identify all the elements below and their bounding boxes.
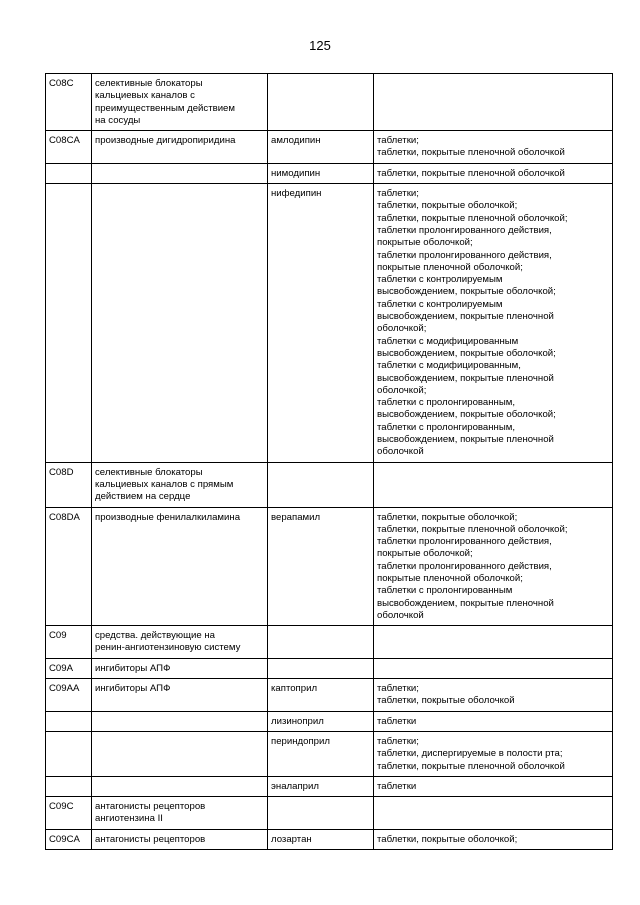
- drug-name-cell: [268, 829, 374, 849]
- table-row: [46, 184, 613, 463]
- atc-code: C09AA: [49, 683, 80, 695]
- dosage-form-cell: [374, 711, 613, 731]
- group-name-line: производные дигидропиридина: [95, 135, 236, 147]
- group-name-line: антагонисты рецепторов: [95, 801, 206, 813]
- dosage-form-cell: [374, 829, 613, 849]
- drug-name-cell: [268, 776, 374, 796]
- drug-name-cell: [268, 163, 374, 183]
- drug-table: [45, 73, 613, 850]
- anatomical-group-cell: [92, 829, 268, 849]
- anatomical-group-cell: [92, 776, 268, 796]
- dosage-form-cell: [374, 776, 613, 796]
- dosage-form-line: покрытые оболочкой;: [377, 548, 473, 560]
- drug-name-cell: [268, 507, 374, 626]
- atc-code-cell: [46, 626, 92, 659]
- table-row: [46, 74, 613, 131]
- atc-code-cell: [46, 507, 92, 626]
- drug-name-cell: [268, 462, 374, 507]
- atc-code-cell: [46, 829, 92, 849]
- dosage-form-line: таблетки с пролонгированным,: [377, 397, 515, 409]
- table-row: [46, 797, 613, 830]
- group-name-line: ангиотензина II: [95, 813, 163, 825]
- group-name-line: ингибиторы АПФ: [95, 662, 171, 674]
- dosage-form-line: таблетки, покрытые оболочкой;: [377, 511, 518, 523]
- dosage-form-line: таблетки с контролируемым: [377, 298, 503, 310]
- drug-name: лизиноприл: [271, 715, 324, 727]
- drug-name-cell: [268, 658, 374, 678]
- table-row: [46, 462, 613, 507]
- drug-name-cell: [268, 711, 374, 731]
- atc-code: C08D: [49, 466, 74, 478]
- dosage-form-line: покрытые пленочной оболочкой;: [377, 261, 523, 273]
- drug-table-body: [46, 74, 613, 850]
- group-name-line: селективные блокаторы: [95, 466, 203, 478]
- drug-name: эналаприл: [271, 780, 319, 792]
- atc-code-cell: [46, 462, 92, 507]
- dosage-form-cell: [374, 184, 613, 463]
- table-row: [46, 731, 613, 776]
- dosage-form-line: таблетки, покрытые оболочкой;: [377, 833, 518, 845]
- drug-name-cell: [268, 626, 374, 659]
- page-number: 125: [309, 38, 331, 53]
- anatomical-group-cell: [92, 679, 268, 712]
- atc-code: C09C: [49, 801, 74, 813]
- anatomical-group-cell: [92, 131, 268, 164]
- dosage-form-cell: [374, 679, 613, 712]
- dosage-form-line: покрытые пленочной оболочкой;: [377, 572, 523, 584]
- dosage-form-line: таблетки, покрытые пленочной оболочкой: [377, 760, 565, 772]
- atc-code-cell: [46, 74, 92, 131]
- group-name-line: преимущественным действием: [95, 102, 235, 114]
- dosage-form-line: таблетки пролонгированного действия,: [377, 536, 552, 548]
- anatomical-group-cell: [92, 507, 268, 626]
- group-name-line: антагонисты рецепторов: [95, 833, 206, 845]
- dosage-form-line: таблетки с контролируемым: [377, 274, 503, 286]
- atc-code-cell: [46, 776, 92, 796]
- drug-name: нимодипин: [271, 167, 321, 179]
- dosage-form-line: таблетки с модифицированным,: [377, 360, 521, 372]
- dosage-form-line: высвобождением, покрытые оболочкой;: [377, 286, 556, 298]
- table-row: [46, 776, 613, 796]
- drug-name: нифедипин: [271, 188, 322, 200]
- group-name-line: на сосуды: [95, 114, 141, 126]
- atc-code-cell: [46, 163, 92, 183]
- drug-name-cell: [268, 679, 374, 712]
- atc-code-cell: [46, 711, 92, 731]
- dosage-form-line: таблетки;: [377, 188, 419, 200]
- atc-code: C08C: [49, 78, 74, 89]
- group-name-line: средства. действующие на: [95, 630, 215, 642]
- dosage-form-line: таблетки, покрытые пленочной оболочкой;: [377, 523, 568, 535]
- drug-name: каптоприл: [271, 683, 318, 695]
- drug-name-cell: [268, 731, 374, 776]
- table-row: [46, 711, 613, 731]
- atc-code-cell: [46, 184, 92, 463]
- table-row: [46, 131, 613, 164]
- group-name-line: ингибиторы АПФ: [95, 683, 171, 695]
- table-row: [46, 626, 613, 659]
- dosage-form-line: высвобождением, покрытые пленочной: [377, 597, 554, 609]
- group-name-line: действием на сердце: [95, 491, 191, 503]
- dosage-form-line: таблетки: [377, 715, 417, 727]
- anatomical-group-cell: [92, 163, 268, 183]
- dosage-form-line: таблетки с пролонгированным,: [377, 421, 515, 433]
- drug-name-cell: [268, 131, 374, 164]
- anatomical-group-cell: [92, 74, 268, 131]
- group-name-line: кальциевых каналов с: [95, 90, 195, 102]
- drug-name: лозартан: [271, 833, 312, 845]
- atc-code: C08CA: [49, 135, 80, 147]
- dosage-form-line: высвобождением, покрытые пленочной: [377, 434, 554, 446]
- drug-name-cell: [268, 184, 374, 463]
- table-row: [46, 658, 613, 678]
- dosage-form-line: покрытые оболочкой;: [377, 237, 473, 249]
- dosage-form-line: таблетки пролонгированного действия,: [377, 249, 552, 261]
- dosage-form-cell: [374, 74, 613, 131]
- dosage-form-cell: [374, 731, 613, 776]
- dosage-form-line: таблетки, покрытые пленочной оболочкой: [377, 147, 565, 159]
- anatomical-group-cell: [92, 797, 268, 830]
- atc-code: C08DA: [49, 511, 80, 523]
- table-row: [46, 163, 613, 183]
- drug-name-cell: [268, 74, 374, 131]
- dosage-form-line: высвобождением, покрытые оболочкой;: [377, 347, 556, 359]
- dosage-form-line: таблетки пролонгированного действия,: [377, 560, 552, 572]
- table-row: [46, 507, 613, 626]
- dosage-form-line: таблетки, диспергируемые в полости рта;: [377, 748, 563, 760]
- anatomical-group-cell: [92, 658, 268, 678]
- dosage-form-line: оболочкой: [377, 609, 424, 621]
- atc-code-cell: [46, 131, 92, 164]
- dosage-form-line: таблетки, покрытые оболочкой: [377, 695, 515, 707]
- drug-name: верапамил: [271, 511, 321, 523]
- dosage-form-line: оболочкой;: [377, 384, 427, 396]
- table-row: [46, 679, 613, 712]
- anatomical-group-cell: [92, 626, 268, 659]
- anatomical-group-cell: [92, 731, 268, 776]
- group-name-line: кальциевых каналов с прямым: [95, 478, 234, 490]
- atc-code-cell: [46, 797, 92, 830]
- drug-name-cell: [268, 797, 374, 830]
- atc-code: C09A: [49, 662, 73, 674]
- table-row: [46, 829, 613, 849]
- dosage-form-cell: [374, 797, 613, 830]
- anatomical-group-cell: [92, 462, 268, 507]
- atc-code-cell: [46, 658, 92, 678]
- atc-code-cell: [46, 679, 92, 712]
- dosage-form-line: высвобождением, покрытые пленочной: [377, 311, 554, 323]
- atc-code: C09: [49, 630, 67, 642]
- dosage-form-cell: [374, 507, 613, 626]
- anatomical-group-cell: [92, 184, 268, 463]
- dosage-form-cell: [374, 626, 613, 659]
- drug-name: амлодипин: [271, 135, 321, 147]
- anatomical-group-cell: [92, 711, 268, 731]
- dosage-form-line: высвобождением, покрытые пленочной: [377, 372, 554, 384]
- dosage-form-line: таблетки;: [377, 683, 419, 695]
- dosage-form-cell: [374, 658, 613, 678]
- dosage-form-line: таблетки с модифицированным: [377, 335, 519, 347]
- group-name-line: ренин-ангиотензиновую систему: [95, 642, 241, 654]
- dosage-form-cell: [374, 131, 613, 164]
- dosage-form-line: таблетки пролонгированного действия,: [377, 224, 552, 236]
- dosage-form-line: таблетки, покрытые пленочной оболочкой;: [377, 212, 568, 224]
- dosage-form-line: таблетки с пролонгированным: [377, 585, 513, 597]
- dosage-form-line: высвобождением, покрытые оболочкой;: [377, 409, 556, 421]
- dosage-form-line: таблетки, покрытые оболочкой;: [377, 200, 518, 212]
- group-name-line: селективные блокаторы: [95, 78, 203, 89]
- dosage-form-line: таблетки: [377, 780, 417, 792]
- dosage-form-cell: [374, 462, 613, 507]
- dosage-form-cell: [374, 163, 613, 183]
- dosage-form-line: оболочкой: [377, 446, 424, 458]
- dosage-form-line: таблетки, покрытые пленочной оболочкой: [377, 167, 565, 179]
- drug-name: периндоприл: [271, 735, 330, 747]
- atc-code-cell: [46, 731, 92, 776]
- atc-code: C09CA: [49, 833, 80, 845]
- group-name-line: производные фенилалкиламина: [95, 511, 241, 523]
- dosage-form-line: таблетки;: [377, 135, 419, 147]
- dosage-form-line: оболочкой;: [377, 323, 427, 335]
- dosage-form-line: таблетки;: [377, 735, 419, 747]
